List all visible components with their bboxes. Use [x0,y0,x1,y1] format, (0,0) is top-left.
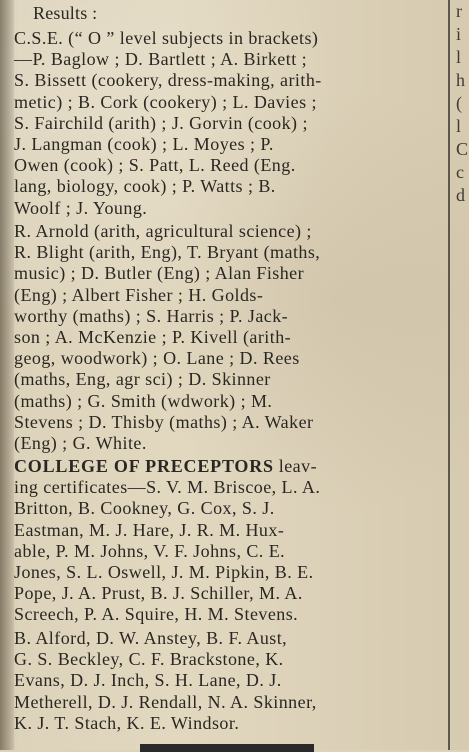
fragment-letter: ( [456,93,462,113]
fragment-letter: i [456,24,462,44]
college-results-paragraph [14,456,446,626]
fragment-letter: C [456,139,469,159]
results-heading: Results : [33,3,98,23]
column-divider [448,0,450,750]
cse-results-paragraph: C.S.E. (“ O ” level subjects in brackets) —P. Baglow ; D. Bartlett ; A. Birkett ; S. Bissett (cookery, dress-making, arith- metic) ; B. Cork (cookery) ; L. Davies ; S. Fairchild (arith) ; J. Gorvin (cook) ; J. Langman (cook) ; L. Moyes ; P. Owen (cook) ; S. Patt, L. Reed (Eng. lang, biology, cook) ; P. Watts ; B. Woolf ; J. Young. [14,28,322,218]
fragment-letter: c [456,162,464,182]
fragment-letter: l [456,47,462,67]
fragment-letter: h [456,70,465,90]
fragment-letter: l [456,116,462,136]
college-results-text: leav- ing certificates—S. V. M. Briscoe, L. A. Britton, B. Cookney, G. Cox, S. J. Eastman, M. J. Hare, J. R. M. Hux- able, P. M. Johns, V. F. Johns, C. E. Jones, S. L. Oswell, J. M. Pipkin, B. E. Pope, J. A. Prust, B. J. Schiller, M. A. Screech, P. A. Squire, H. M. Stevens. [14,456,321,625]
college-of-preceptors-heading: COLLEGE OF PRECEPTORS [14,456,274,476]
page-fold-shadow [0,0,14,750]
adjacent-column-fragments [456,0,469,750]
second-results-paragraph: R. Arnold (arith, agricultural science) ; R. Blight (arith, Eng), T. Bryant (maths, music) ; D. Butler (Eng) ; Alan Fisher (Eng) ; Albert Fisher ; H. Golds- worthy (maths) ; S. Harris ; P. Jack- son ; A. McKenzie ; P. Kivell (arith- geog, woodwork) ; O. Lane ; D. Rees (maths, Eng, agr sci) ; D. Skinner (maths) ; G. Smith (wdwork) ; M. Stevens ; D. Thisby (maths) ; A. Waker (Eng) ; G. White. [14,221,321,454]
final-results-paragraph: B. Alford, D. W. Anstey, B. F. Aust, G. S. Beckley, C. F. Brackstone, K. Evans, D. J. Inch, S. H. Lane, D. J. Metherell, D. J. Rendall, N. A. Skinner, K. J. T. Stach, K. E. Windsor. [14,628,317,733]
fragment-letter: d [456,185,465,205]
fragment-letter: r [456,1,462,21]
bottom-black-rule [140,744,314,752]
